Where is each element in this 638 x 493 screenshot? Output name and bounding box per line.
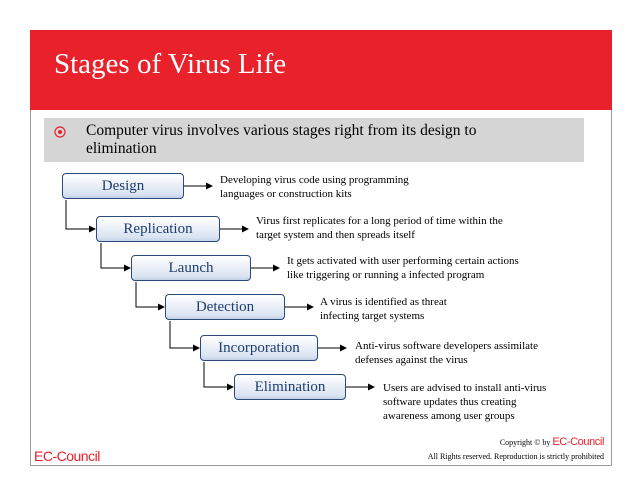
stage-description-elimination xyxy=(383,381,546,423)
description-line: Developing virus code using programming xyxy=(220,174,409,186)
description-line: languages or construction kits xyxy=(220,188,352,200)
stage-detection: Detection xyxy=(165,294,285,320)
stage-description-launch xyxy=(287,254,519,282)
stage-launch: Launch xyxy=(131,255,251,281)
stage-replication: Replication xyxy=(96,216,220,242)
description-line: infecting target systems xyxy=(320,310,425,322)
copyright-line xyxy=(500,437,604,448)
stage-description-replication xyxy=(256,214,503,242)
copyright-prefix: Copyright © by xyxy=(499,438,551,447)
description-line: awareness among user groups xyxy=(383,410,515,422)
description-line: software updates thus creating xyxy=(383,396,517,408)
stage-incorporation: Incorporation xyxy=(200,335,318,361)
rights-notice: All Rights reserved. Reproduction is strictly prohibited xyxy=(427,452,604,461)
description-line: defenses against the virus xyxy=(355,354,468,366)
description-line: Anti-virus software developers assimilate xyxy=(355,340,538,352)
stage-description-incorporation xyxy=(355,339,538,367)
bullet-text: Computer virus involves various stages right from its design to elimination xyxy=(86,122,477,157)
description-line: A virus is identified as threat xyxy=(320,296,447,308)
footer-logo: EC-Council xyxy=(34,448,100,464)
slide-title: Stages of Virus Life xyxy=(54,48,287,80)
description-line: It gets activated with user performing certain actions xyxy=(287,255,519,267)
copyright-brand: EC-Council xyxy=(552,436,604,448)
description-line: target system and then spreads itself xyxy=(256,229,415,241)
stage-elimination: Elimination xyxy=(234,374,346,400)
stage-description-detection xyxy=(320,295,447,323)
description-line: like triggering or running a infected program xyxy=(287,269,485,281)
description-line: Virus first replicates for a long period of time within the xyxy=(256,215,503,227)
stage-description-design xyxy=(220,173,409,201)
description-line: Users are advised to install anti-virus xyxy=(383,382,547,394)
stage-design: Design xyxy=(62,173,184,199)
